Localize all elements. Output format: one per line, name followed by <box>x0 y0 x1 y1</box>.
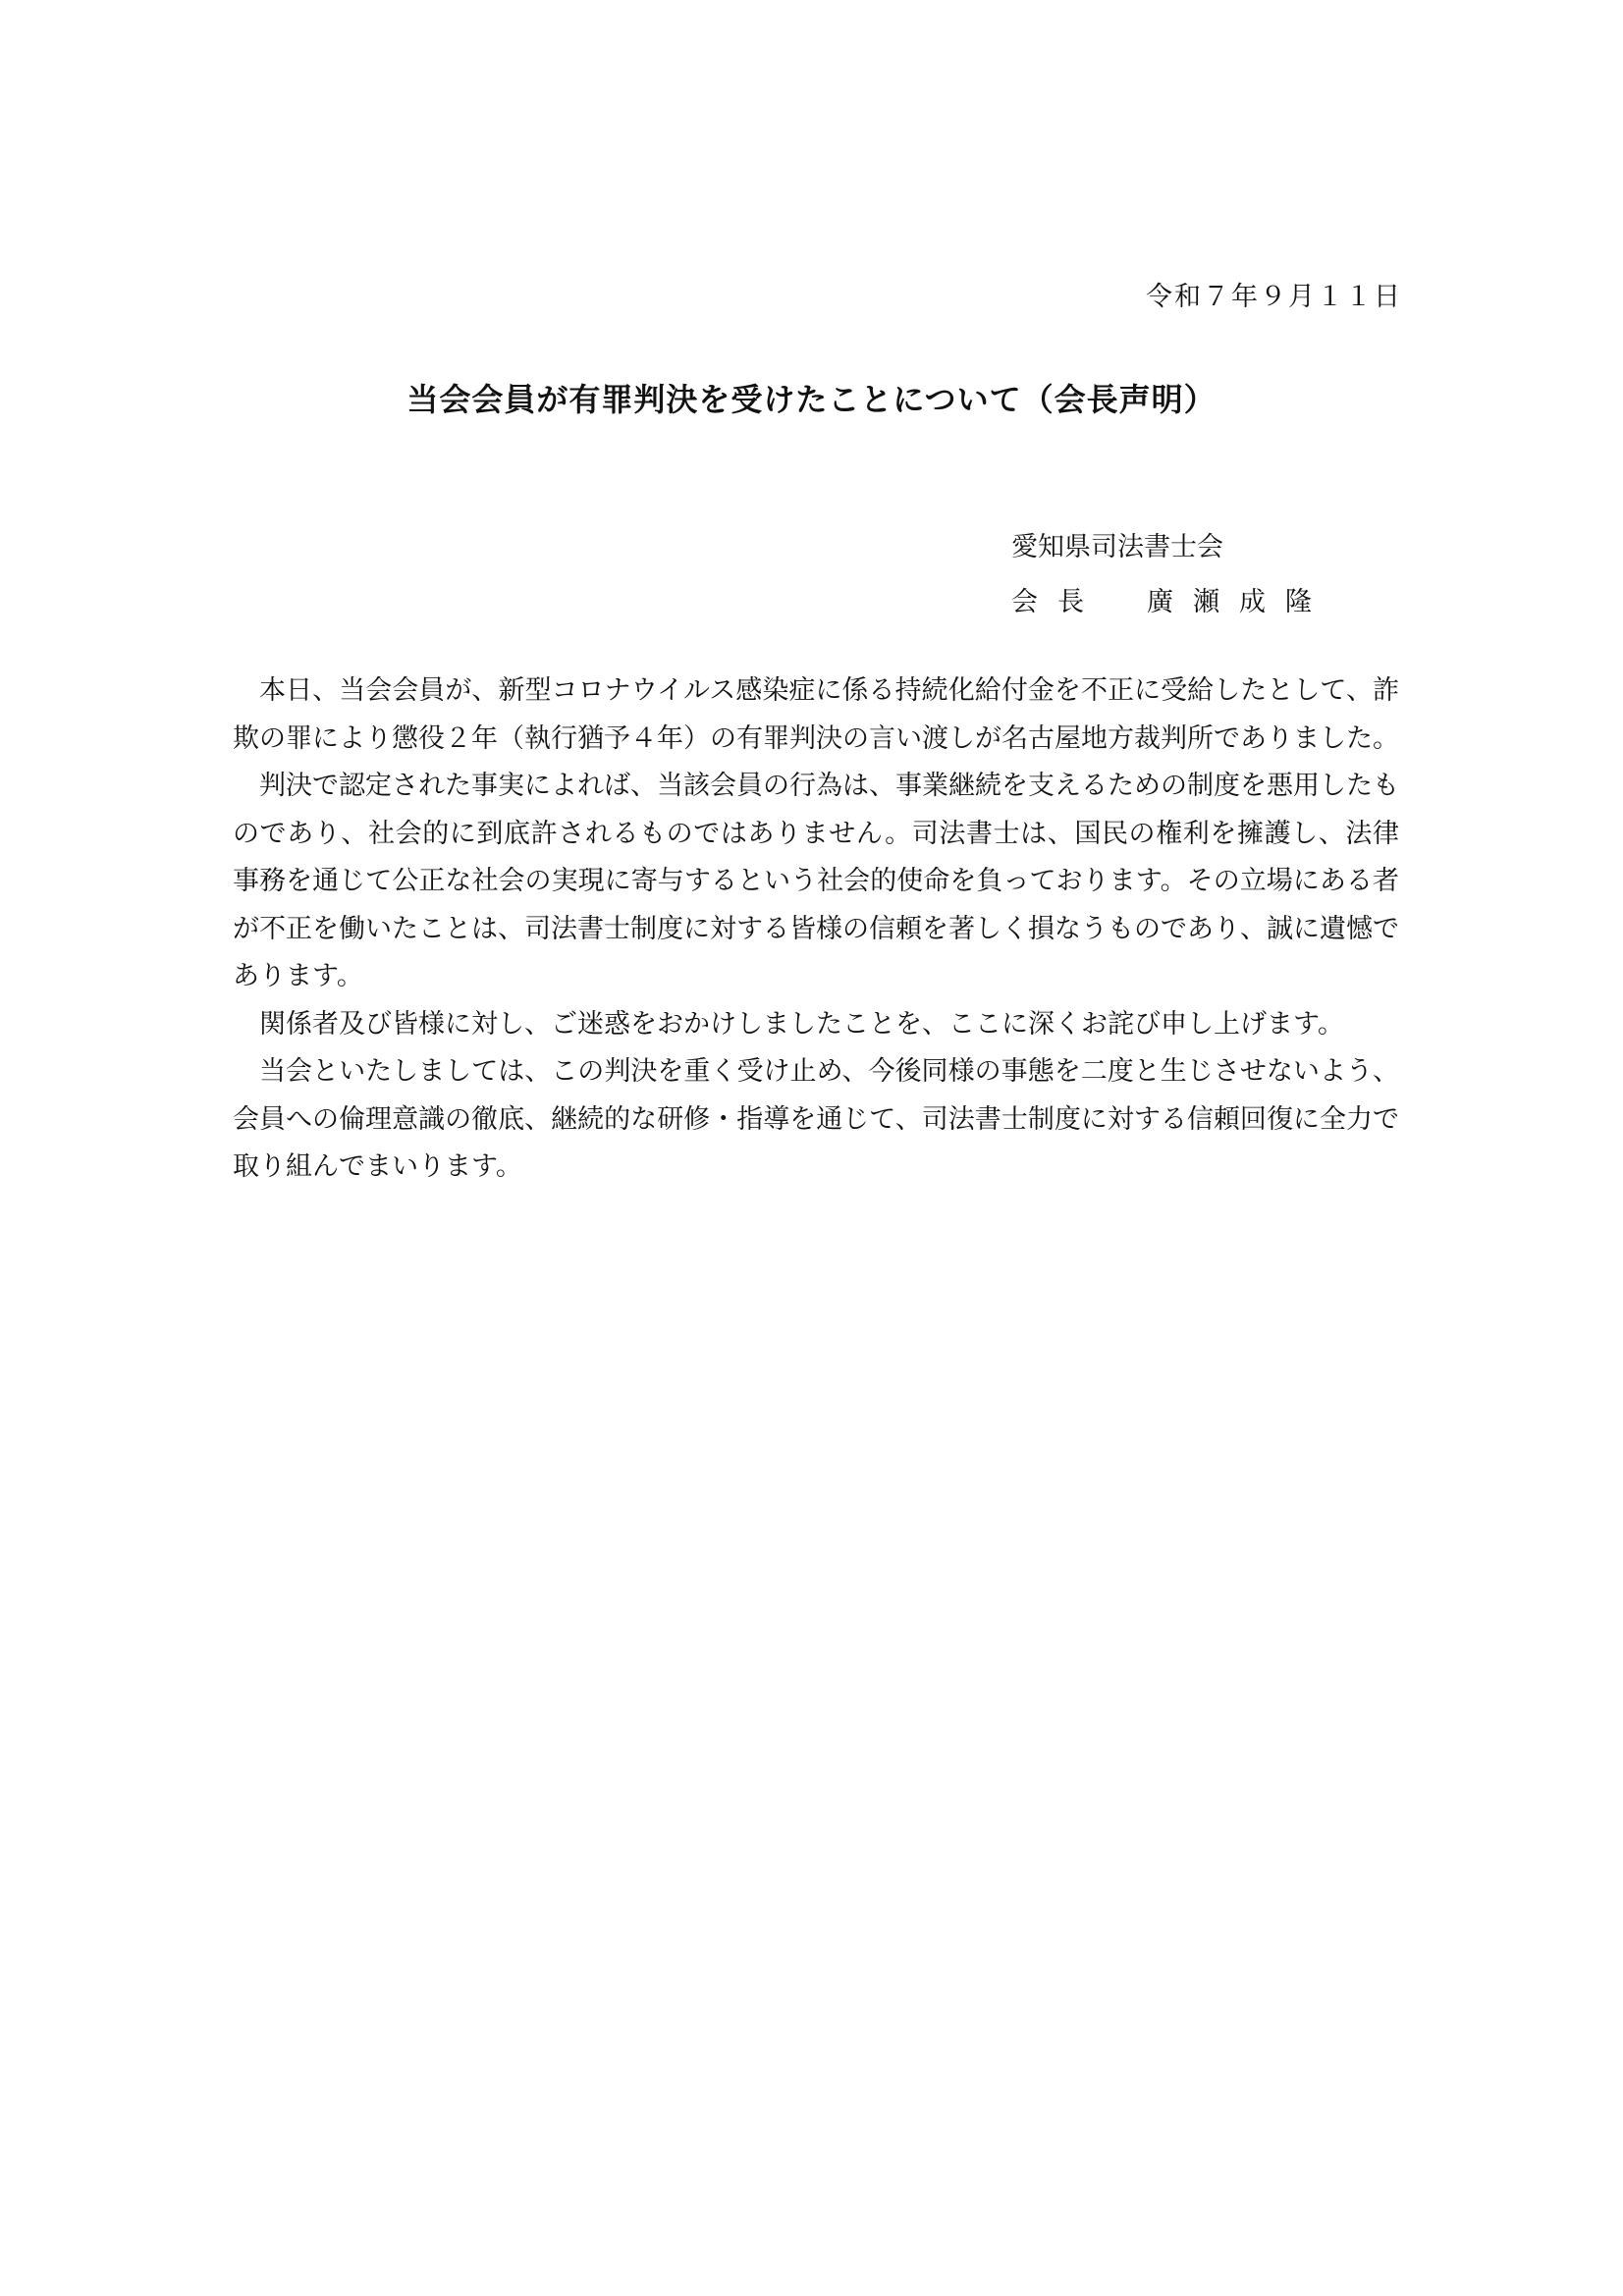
paragraph: 関係者及び皆様に対し、ご迷惑をおかけしましたことを、ここに深くお詫び申し上げます。 <box>259 1008 1344 1040</box>
document-date: 令和７年９月１１日 <box>1146 282 1402 312</box>
document-title: 当会会員が有罪判決を受けたことについて（会長声明） <box>406 381 1217 418</box>
issuer-signature-line <box>1011 575 1331 630</box>
issuer-role: 会長 <box>1011 587 1104 617</box>
paragraph: 判決で認定された事実によれば、当該会員の行為は、事業継続を支えるための制度を悪用したものであり、社会的に到底許されるものではありません。司法書士は、国民の権利を擁護し、法律事務を通じて公正な社会の実現に寄与するという社会的使命を負っております。その立場にある者が不正を働いたことは、司法書士制度に対する皆様の信頼を著しく損なうものであり、誠に遺憾であります。 <box>233 771 1399 991</box>
statement-body <box>233 667 1399 1192</box>
paragraph: 本日、当会会員が、新型コロナウイルス感染症に係る持続化給付金を不正に受給したとして、詐欺の罪により懲役２年（執行猶予４年）の有罪判決の言い渡しが名古屋地方裁判所でありました。 <box>233 675 1399 754</box>
issuer-block <box>1011 520 1331 630</box>
paragraph: 当会といたしましては、この判決を重く受け止め、今後同様の事態を二度と生じさせないよう、会員への倫理意識の徹底、継続的な研修・指導を通じて、司法書士制度に対する信頼回復に全力で取り組んでまいります。 <box>233 1056 1399 1182</box>
issuer-name: 廣瀬成隆 <box>1147 587 1331 617</box>
issuer-organization: 愛知県司法書士会 <box>1011 532 1223 562</box>
